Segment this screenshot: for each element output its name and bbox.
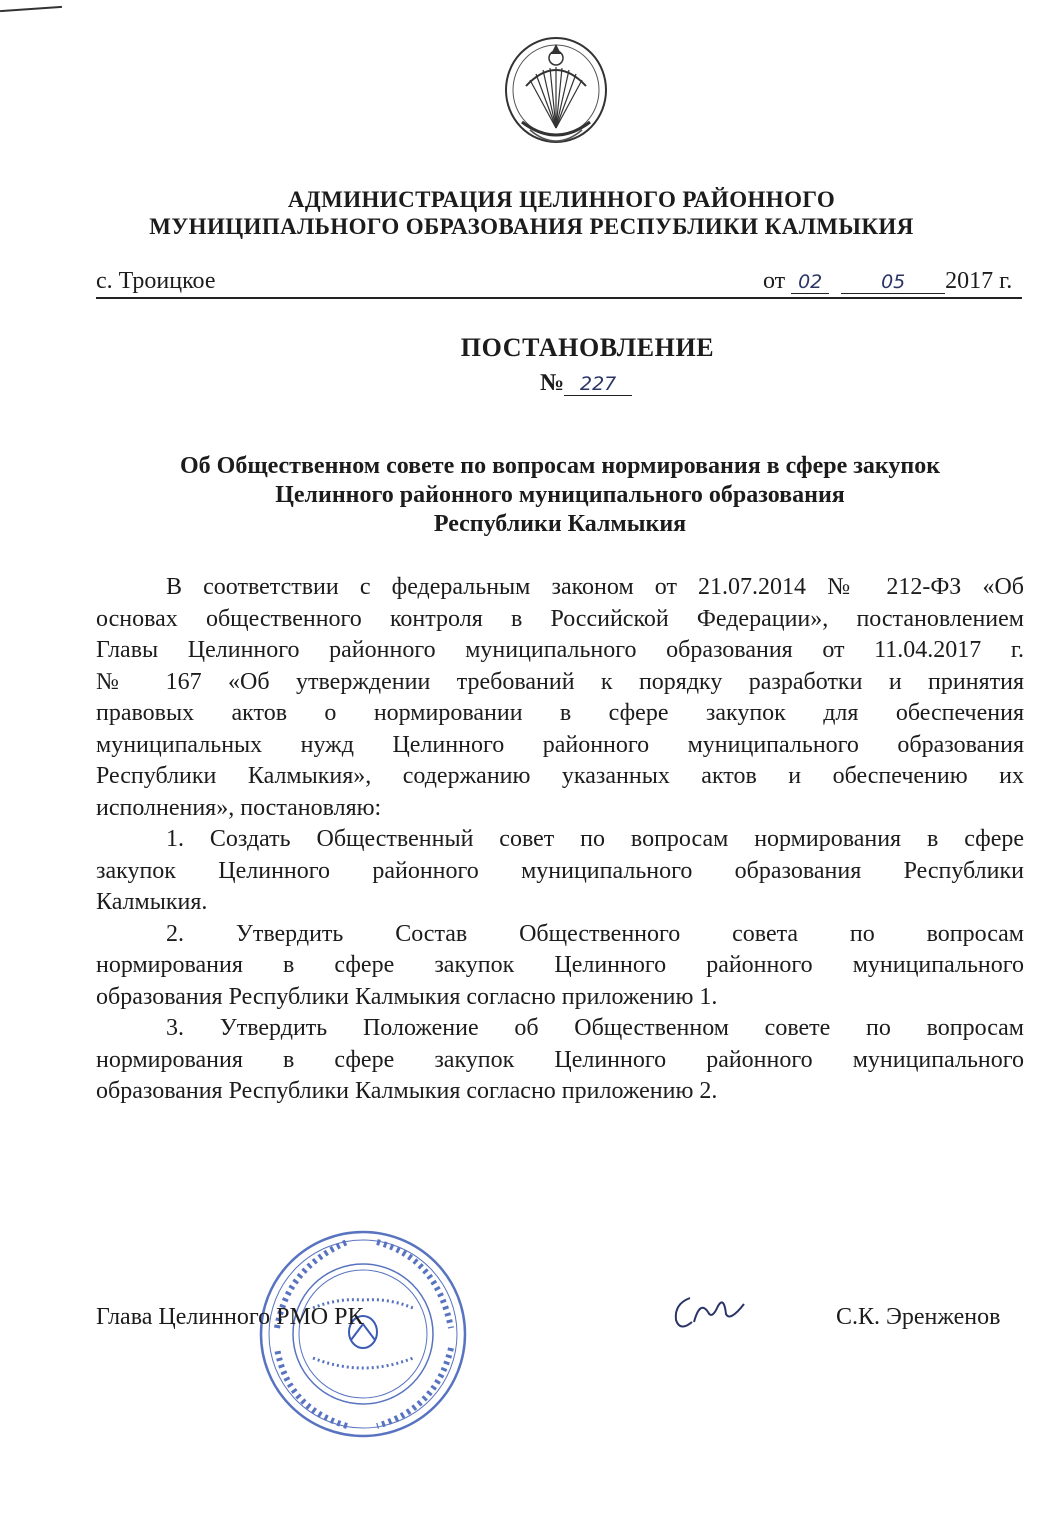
document-number [540, 370, 632, 397]
item-2-line: образования Республики Калмыкия согласно приложению 1. [96, 983, 718, 1010]
document-body [96, 572, 1024, 1108]
body-line: правовых актов о нормировании в сфере закупок для обеспечения [96, 700, 1024, 726]
item-3-line: нормирования в сфере закупок Целинного районного муниципального [96, 1046, 1024, 1073]
date-month: 05 [841, 271, 945, 294]
header-line-2: МУНИЦИПАЛЬНОГО ОБРАЗОВАНИЯ РЕСПУБЛИКИ КАЛМЫКИЯ [149, 214, 914, 239]
kalmykia-emblem-icon [500, 30, 612, 156]
item-1-line: Калмыкия. [96, 889, 208, 915]
document-date [763, 268, 1012, 295]
header-divider [96, 297, 1022, 299]
body-line: Главы Целинного районного муниципального образования от 11.04.2017 г. [96, 637, 1024, 663]
official-seal-icon [257, 1228, 469, 1440]
number-value: 227 [564, 373, 632, 396]
document-type: ПОСТАНОВЛЕНИЕ [460, 333, 715, 362]
date-year: 2017 г. [945, 268, 1013, 294]
signatory-name: С.К. Эренженов [836, 1304, 1001, 1330]
signatory-position: Глава Целинного РМО РК [96, 1304, 364, 1330]
document-subject [0, 452, 1063, 539]
body-line: основах общественного контроля в Российской Федерации», постановлением [96, 605, 1024, 632]
subject-line-2: Целинного районного муниципального образования [275, 482, 845, 508]
body-line: Республики Калмыкия», содержанию указанных актов и обеспечению их [96, 763, 1024, 789]
subject-line-1: Об Общественном совете по вопросам нормирования в сфере закупок [179, 453, 941, 479]
document-place: с. Троицкое [96, 268, 216, 294]
body-line: № 167 «Об утверждении требований к порядку разработки и принятия [96, 668, 1024, 695]
date-prefix: от [763, 268, 786, 294]
item-3-line: образования Республики Калмыкия согласно приложению 2. [96, 1078, 718, 1104]
handwritten-signature-icon [668, 1292, 748, 1336]
item-3-line: 3. Утвердить Положение об Общественном совете по вопросам [166, 1015, 1024, 1041]
item-1-line: закупок Целинного районного муниципального образования Республики [96, 857, 1024, 884]
number-sign: № [540, 370, 565, 396]
body-line: В соответствии с федеральным законом от 21.07.2014 № 212-ФЗ «Об [166, 574, 1024, 600]
item-1-line: 1. Создать Общественный совет по вопросам нормирования в сфере [166, 826, 1024, 852]
body-line: исполнения», постановляю: [96, 794, 382, 821]
item-2-line: нормирования в сфере закупок Целинного районного муниципального [96, 952, 1024, 978]
organization-header [0, 186, 1063, 240]
body-line: муниципальных нужд Целинного районного муниципального образования [96, 731, 1024, 758]
subject-line-3: Республики Калмыкия [433, 511, 687, 537]
date-day: 02 [791, 271, 829, 294]
item-2-line: 2. Утвердить Состав Общественного совета по вопросам [166, 920, 1024, 947]
scan-corner-mark [0, 6, 62, 12]
header-line-1: АДМИНИСТРАЦИЯ ЦЕЛИННОГО РАЙОННОГО [287, 187, 836, 212]
